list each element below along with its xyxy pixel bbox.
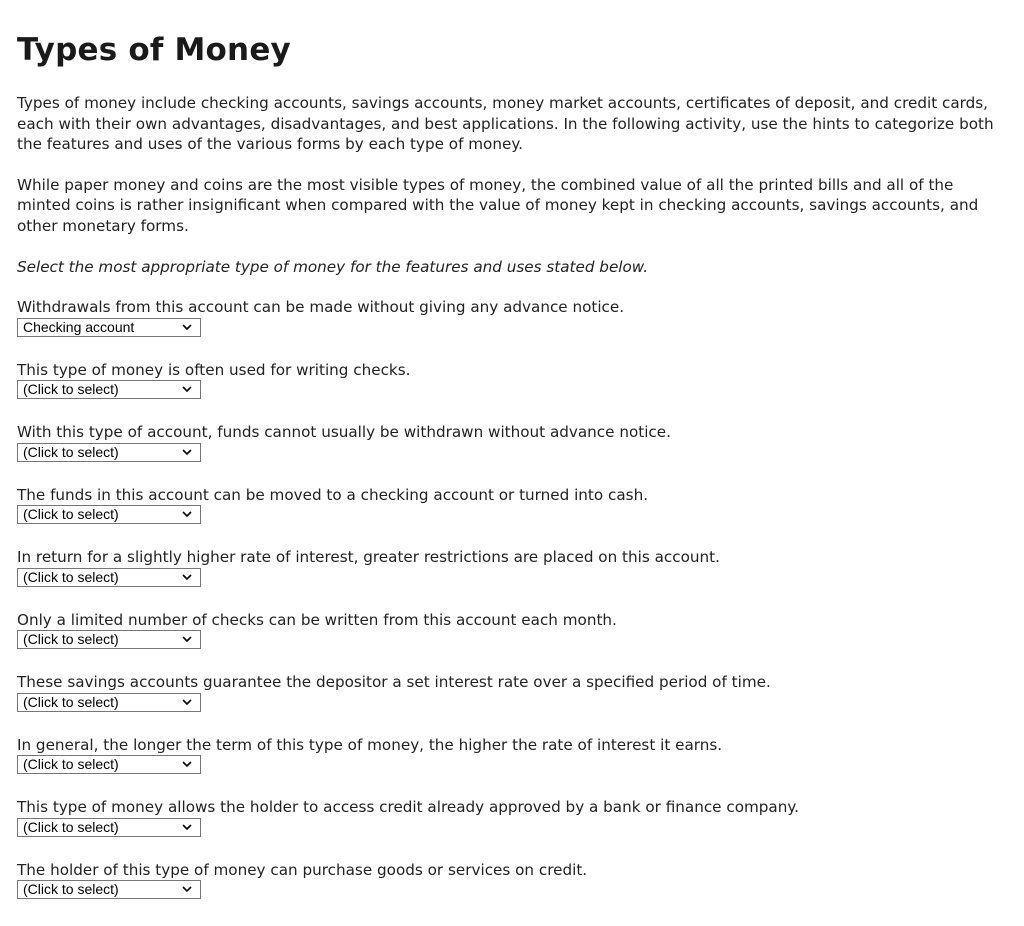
answer-dropdown[interactable] xyxy=(17,880,201,899)
chevron-down-icon xyxy=(182,885,192,893)
intro-paragraph: Types of money include checking accounts, savings accounts, money market accounts, certificates of deposit, and credit cards, each with their own advantages, disadvantages, and best applications. In the following activity, use the hints to categorize both the features and uses of the various forms by each type of money. xyxy=(17,94,994,154)
question-text: This type of money allows the holder to access credit already approved by a bank or finance company. xyxy=(17,798,800,817)
question-text: With this type of account, funds cannot usually be withdrawn without advance notice. xyxy=(17,423,671,442)
chevron-down-icon xyxy=(182,385,192,393)
question-text: The funds in this account can be moved to a checking account or turned into cash. xyxy=(17,485,649,504)
chevron-down-icon xyxy=(182,573,192,581)
question-item xyxy=(17,297,1007,340)
instruction-text: Select the most appropriate type of money for the features and uses stated below. xyxy=(17,257,649,276)
dropdown-value: (Click to select) xyxy=(23,506,119,523)
answer-dropdown[interactable] xyxy=(17,505,201,524)
chevron-down-icon xyxy=(182,448,192,456)
question-text: In general, the longer the term of this type of money, the higher the rate of interest it earns. xyxy=(17,735,723,754)
dropdown-value: (Click to select) xyxy=(23,756,119,773)
question-item xyxy=(17,422,1007,465)
questions-list xyxy=(17,297,1007,902)
question-text: Withdrawals from this account can be made without giving any advance notice. xyxy=(17,298,625,317)
dropdown-value: (Click to select) xyxy=(23,443,119,460)
answer-dropdown[interactable] xyxy=(17,443,201,462)
dropdown-value: (Click to select) xyxy=(23,631,119,648)
dropdown-value: Checking account xyxy=(23,318,135,335)
question-item xyxy=(17,485,1007,528)
question-text: Only a limited number of checks can be written from this account each month. xyxy=(17,610,617,629)
chevron-down-icon xyxy=(182,698,192,706)
answer-dropdown[interactable] xyxy=(17,568,201,587)
chevron-down-icon xyxy=(182,510,192,518)
dropdown-value: (Click to select) xyxy=(23,881,119,898)
question-item xyxy=(17,610,1007,653)
dropdown-value: (Click to select) xyxy=(23,381,119,398)
answer-dropdown[interactable] xyxy=(17,693,201,712)
dropdown-value: (Click to select) xyxy=(23,818,119,835)
answer-dropdown[interactable] xyxy=(17,630,201,649)
dropdown-value: (Click to select) xyxy=(23,693,119,710)
question-item xyxy=(17,672,1007,715)
page-title: Types of Money xyxy=(17,32,291,68)
chevron-down-icon xyxy=(182,760,192,768)
question-item xyxy=(17,547,1007,590)
chevron-down-icon xyxy=(182,823,192,831)
answer-dropdown[interactable] xyxy=(17,755,201,774)
answer-dropdown[interactable] xyxy=(17,818,201,837)
answer-dropdown[interactable] xyxy=(17,318,201,337)
chevron-down-icon xyxy=(182,323,192,331)
answer-dropdown[interactable] xyxy=(17,380,201,399)
question-item xyxy=(17,860,1007,903)
dropdown-value: (Click to select) xyxy=(23,568,119,585)
question-text: This type of money is often used for writing checks. xyxy=(17,360,411,379)
question-item xyxy=(17,797,1007,840)
question-text: The holder of this type of money can purchase goods or services on credit. xyxy=(17,860,588,879)
question-item xyxy=(17,360,1007,403)
chevron-down-icon xyxy=(182,635,192,643)
context-paragraph: While paper money and coins are the most visible types of money, the combined value of all the printed bills and all of the minted coins is rather insignificant when compared with the value of money kept in checking accounts, savings accounts, and other monetary forms. xyxy=(17,175,979,235)
question-text: These savings accounts guarantee the depositor a set interest rate over a specified period of time. xyxy=(17,673,771,692)
question-text: In return for a slightly higher rate of interest, greater restrictions are placed on this account. xyxy=(17,548,720,567)
question-item xyxy=(17,735,1007,778)
